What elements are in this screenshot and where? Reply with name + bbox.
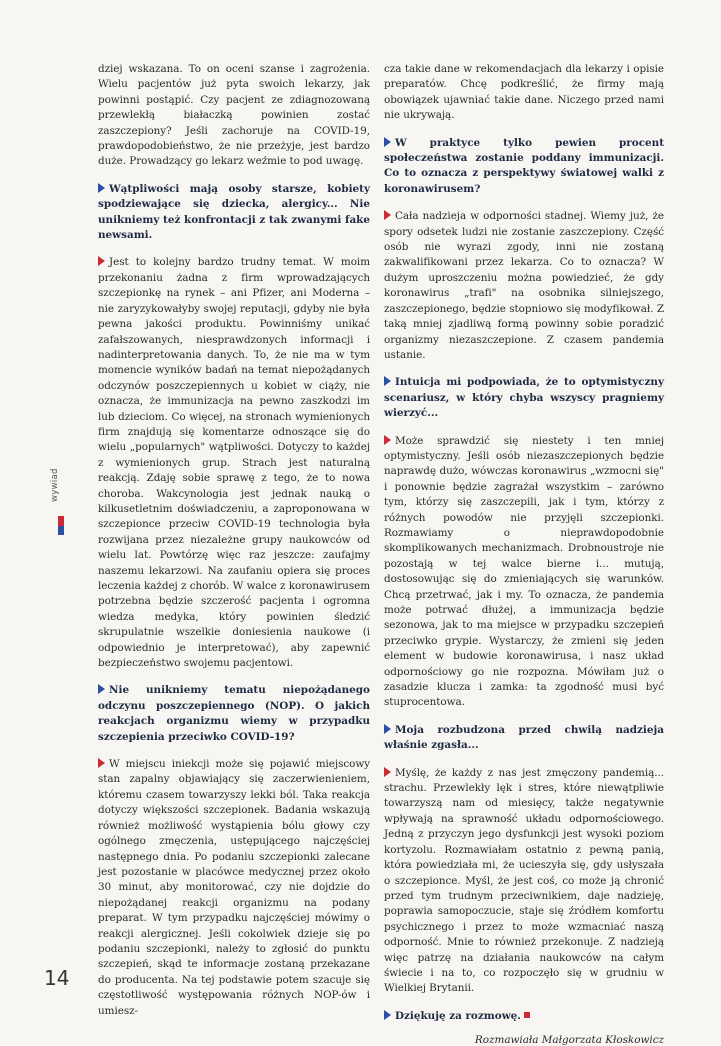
- answer-triangle-icon: [384, 435, 391, 445]
- question-text: Moja rozbudzona przed chwilą nadzieja właśnie zgasła...: [384, 723, 664, 752]
- interview-answer: [98, 255, 370, 671]
- section-label-text: wywiad: [50, 468, 60, 502]
- interview-answer: [98, 757, 370, 1019]
- interview-closing: [384, 1009, 664, 1024]
- question-text: Nie unikniemy tematu niepożądanego odczynu poszczepiennego (NOP). O jakich reakcjach organizmu wiemy w przypadku szczepienia przeciwko COVID-19?: [98, 684, 370, 743]
- answer-text: W miejscu iniekcji może się pojawić miejscowy stan zapalny objawiający się zaczerwienieniem, któremu czasem towarzyszy lekki ból. Taka reakcja dotyczy większości szczepionek. Badania wskazują również możliwość wystąpienia bólu głowy czy ogólnego zmęczenia, ustępującego najczęściej następnego dnia. Po podaniu szczepionki zalecane jest pozostanie w placówce medycznej przez około 30 minut, aby monitorować, czy nie dojdzie do niepożądanej reakcji organizmu na podany preparat. W tym przypadku najczęściej mówimy o reakcji alergicznej. Jeśli cokolwiek dzieje się po podaniu szczepionki, należy to zgłosić do punktu szczepień, skąd te informacje zostaną przekazane do producenta. Na tej podstawie potem szacuje się częstotliwość występowania różnych NOP-ów i umiesz-: [98, 758, 370, 1017]
- answer-text: Jest to kolejny bardzo trudny temat. W moim przekonaniu żadna z firm wprowadzających szczepionkę na rynek – ani Pfizer, ani Moderna – nie zaryzykowałyby swojej reputacji, gdyby nie była pewna jakości produktu. Powinniśmy unikać zafałszowanych, niesprawdzonych informacji i nadinterpretowania danych. To, że nie ma w tym momencie wyników badań na temat niepożądanych odczynów poszczepiennych u kobiet w ciąży, nie oznacza, że immunizacja na pewno zaszkodzi im lub dzieciom. Co więcej, na stronach wymienionych firm znajdują się komentarze odnoszące się do wielu „popularnych" wątpliwości. Dotyczy to każdej z wymienionych grup. Strach jest naturalną reakcją. Zdaję sobie sprawę z tego, że to nowa choroba. Wakcynologia jest jednak nauką o kilkusetletnim doświadczeniu, a zaproponowana w szczepionce przeciw COVID-19 technologia była rozwijana przez niezależne grupy naukowców od wielu lat. Powtórzę więc raz jeszcze: zaufajmy naszemu lekarzowi. Na zaufaniu opiera się proces leczenia każdej z chorób. W walce z koronawirusem potrzebna będzie szczerość pacjenta i ogromna wiedza medyka, który powinien śledzić skrupulatnie wszelkie doniesienia naukowe (i odpowiednio je interpretować), aby zapewnić bezpieczeństwo swojemu pacjentowi.: [98, 256, 370, 670]
- question-triangle-icon: [384, 376, 391, 386]
- closing-text: Dziękuję za rozmowę.: [395, 1009, 521, 1022]
- interview-question: [98, 683, 370, 745]
- interview-answer: [384, 766, 664, 997]
- answer-triangle-icon: [384, 767, 391, 777]
- section-marker-blue: [58, 526, 64, 535]
- paragraph: dziej wskazana. To on oceni szanse i zagrożenia. Wielu pacjentów już pyta swoich lekarzy, jak powinni postąpić. Czy pacjent ze zdiagnozowaną przewlekłą białaczką powinien zostać zaszczepiony? Jeśli zachoruje na COVID-19, prawdopodobieństwo, że nie przeżyje, jest bardzo duże. Prowadzący go lekarz weźmie to pod uwagę.: [98, 63, 370, 168]
- answer-triangle-icon: [98, 758, 105, 768]
- answer-text: Myślę, że każdy z nas jest zmęczony pandemią... strachu. Przewlekły lęk i stres, które niewątpliwie towarzyszą nam od miesięcy, także negatywnie wpływają na sprawność układu odpornościowego. Jedną z przyczyn jego dysfunkcji jest wysoki poziom kortyzolu. Rozmawiałam ostatnio z pewną panią, która powiedziała mi, że ucieszyła się, gdy usłyszała o szczepionce. Myśl, że jest coś, co może ją chronić przed tym trudnym przeciwnikiem, daje nadzieję, poprawia samopoczucie, staje się źródłem komfortu psychicznego i przez to może wzmacniać naszą odporność. Mnie to również przekonuje. Z nadzieją więc patrzę na działania naukowców na całym świecie i na to, co rozpoczęło się w grudniu w Wielkiej Brytanii.: [384, 766, 664, 995]
- question-text: Wątpliwości mają osoby starsze, kobiety spodziewające się dziecka, alergicy... Nie unikniemy też konfrontacji z tak zwanymi fake newsami.: [98, 182, 370, 242]
- answer-text: Może sprawdzić się niestety i ten mniej optymistyczny. Jeśli osób niezaszczepionych będzie naprawdę dużo, wówczas koronawirus „wzmocni się" i ponownie będzie zagrażał wszystkim – zarówno tym, którzy się zaszczepili, jak i tym, którzy z różnych powodów nie przyjęli szczepionki. Rozmawiamy o nieprawdopodobnie skomplikowanych mechanizmach. Drobnoustroje nie pozostają w tej walce bierne i... mutują, dostosowując się do zmieniających się warunków. Chcą przetrwać, jak i my. To oznacza, że pandemia może potrwać dłużej, a immunizacja będzie sezonowa, jak to ma miejsce w przypadku szczepień przeciwko grypie. Wystarczy, że zmieni się jeden element w budowie koronawirusa, i nasz układ odpornościowy go nie rozpozna. Mówiłam już o zasadzie klucza i zamka: ta zgodność musi być stuprocentowa.: [384, 434, 664, 709]
- author-signature: Rozmawiała Małgorzata Kłoskowicz: [474, 1034, 664, 1046]
- question-triangle-icon: [384, 724, 391, 734]
- interview-question: [384, 723, 664, 754]
- question-triangle-icon: [98, 684, 105, 694]
- section-marker-red: [58, 516, 64, 526]
- question-text: W praktyce tylko pewien procent społeczeństwa zostanie poddany immunizacji. Co to oznacza z perspektywy światowej walki z koronawirusem?: [384, 136, 664, 195]
- answer-triangle-icon: [98, 256, 105, 266]
- question-triangle-icon: [98, 183, 105, 193]
- question-triangle-icon: [384, 1010, 391, 1020]
- question-triangle-icon: [384, 137, 391, 147]
- end-mark-icon: [524, 1012, 530, 1018]
- left-column: [98, 62, 370, 1031]
- interview-question: [98, 182, 370, 244]
- paragraph: cza takie dane w rekomendacjach dla lekarzy i opisie preparatów. Chcę podkreślić, że firmy mają obowiązek ujawniać takie dane. Niczego przed nami nie ukrywają.: [384, 63, 664, 122]
- interview-question: [384, 136, 664, 198]
- interview-question: [384, 375, 664, 421]
- interview-answer: [384, 209, 664, 363]
- interview-answer: [384, 434, 664, 711]
- section-label: [48, 450, 62, 530]
- answer-text: Cała nadzieja w odporności stadnej. Wiemy już, że spory odsetek ludzi nie zostanie zaszczepiony. Część osób nie wyrazi zgody, inni nie zostaną zakwalifikowani przez lekarza. Co to oznacza? W dużym uproszczeniu można powiedzieć, że gdy koronawirus „trafi" na osobnika silniejszego, zaszczepionego, będzie stopniowo się modyfikował. Z taką mniej zjadliwą formą powinny sobie poradzić organizmy niezaszczepione. Z czasem pandemia ustanie.: [384, 210, 664, 361]
- page-number: 14: [44, 966, 70, 990]
- answer-triangle-icon: [384, 210, 391, 220]
- question-text: Intuicja mi podpowiada, że to optymistyczny scenariusz, w który chyba wszyscy pragniemy wierzyć...: [384, 376, 664, 420]
- right-column: [384, 62, 664, 1046]
